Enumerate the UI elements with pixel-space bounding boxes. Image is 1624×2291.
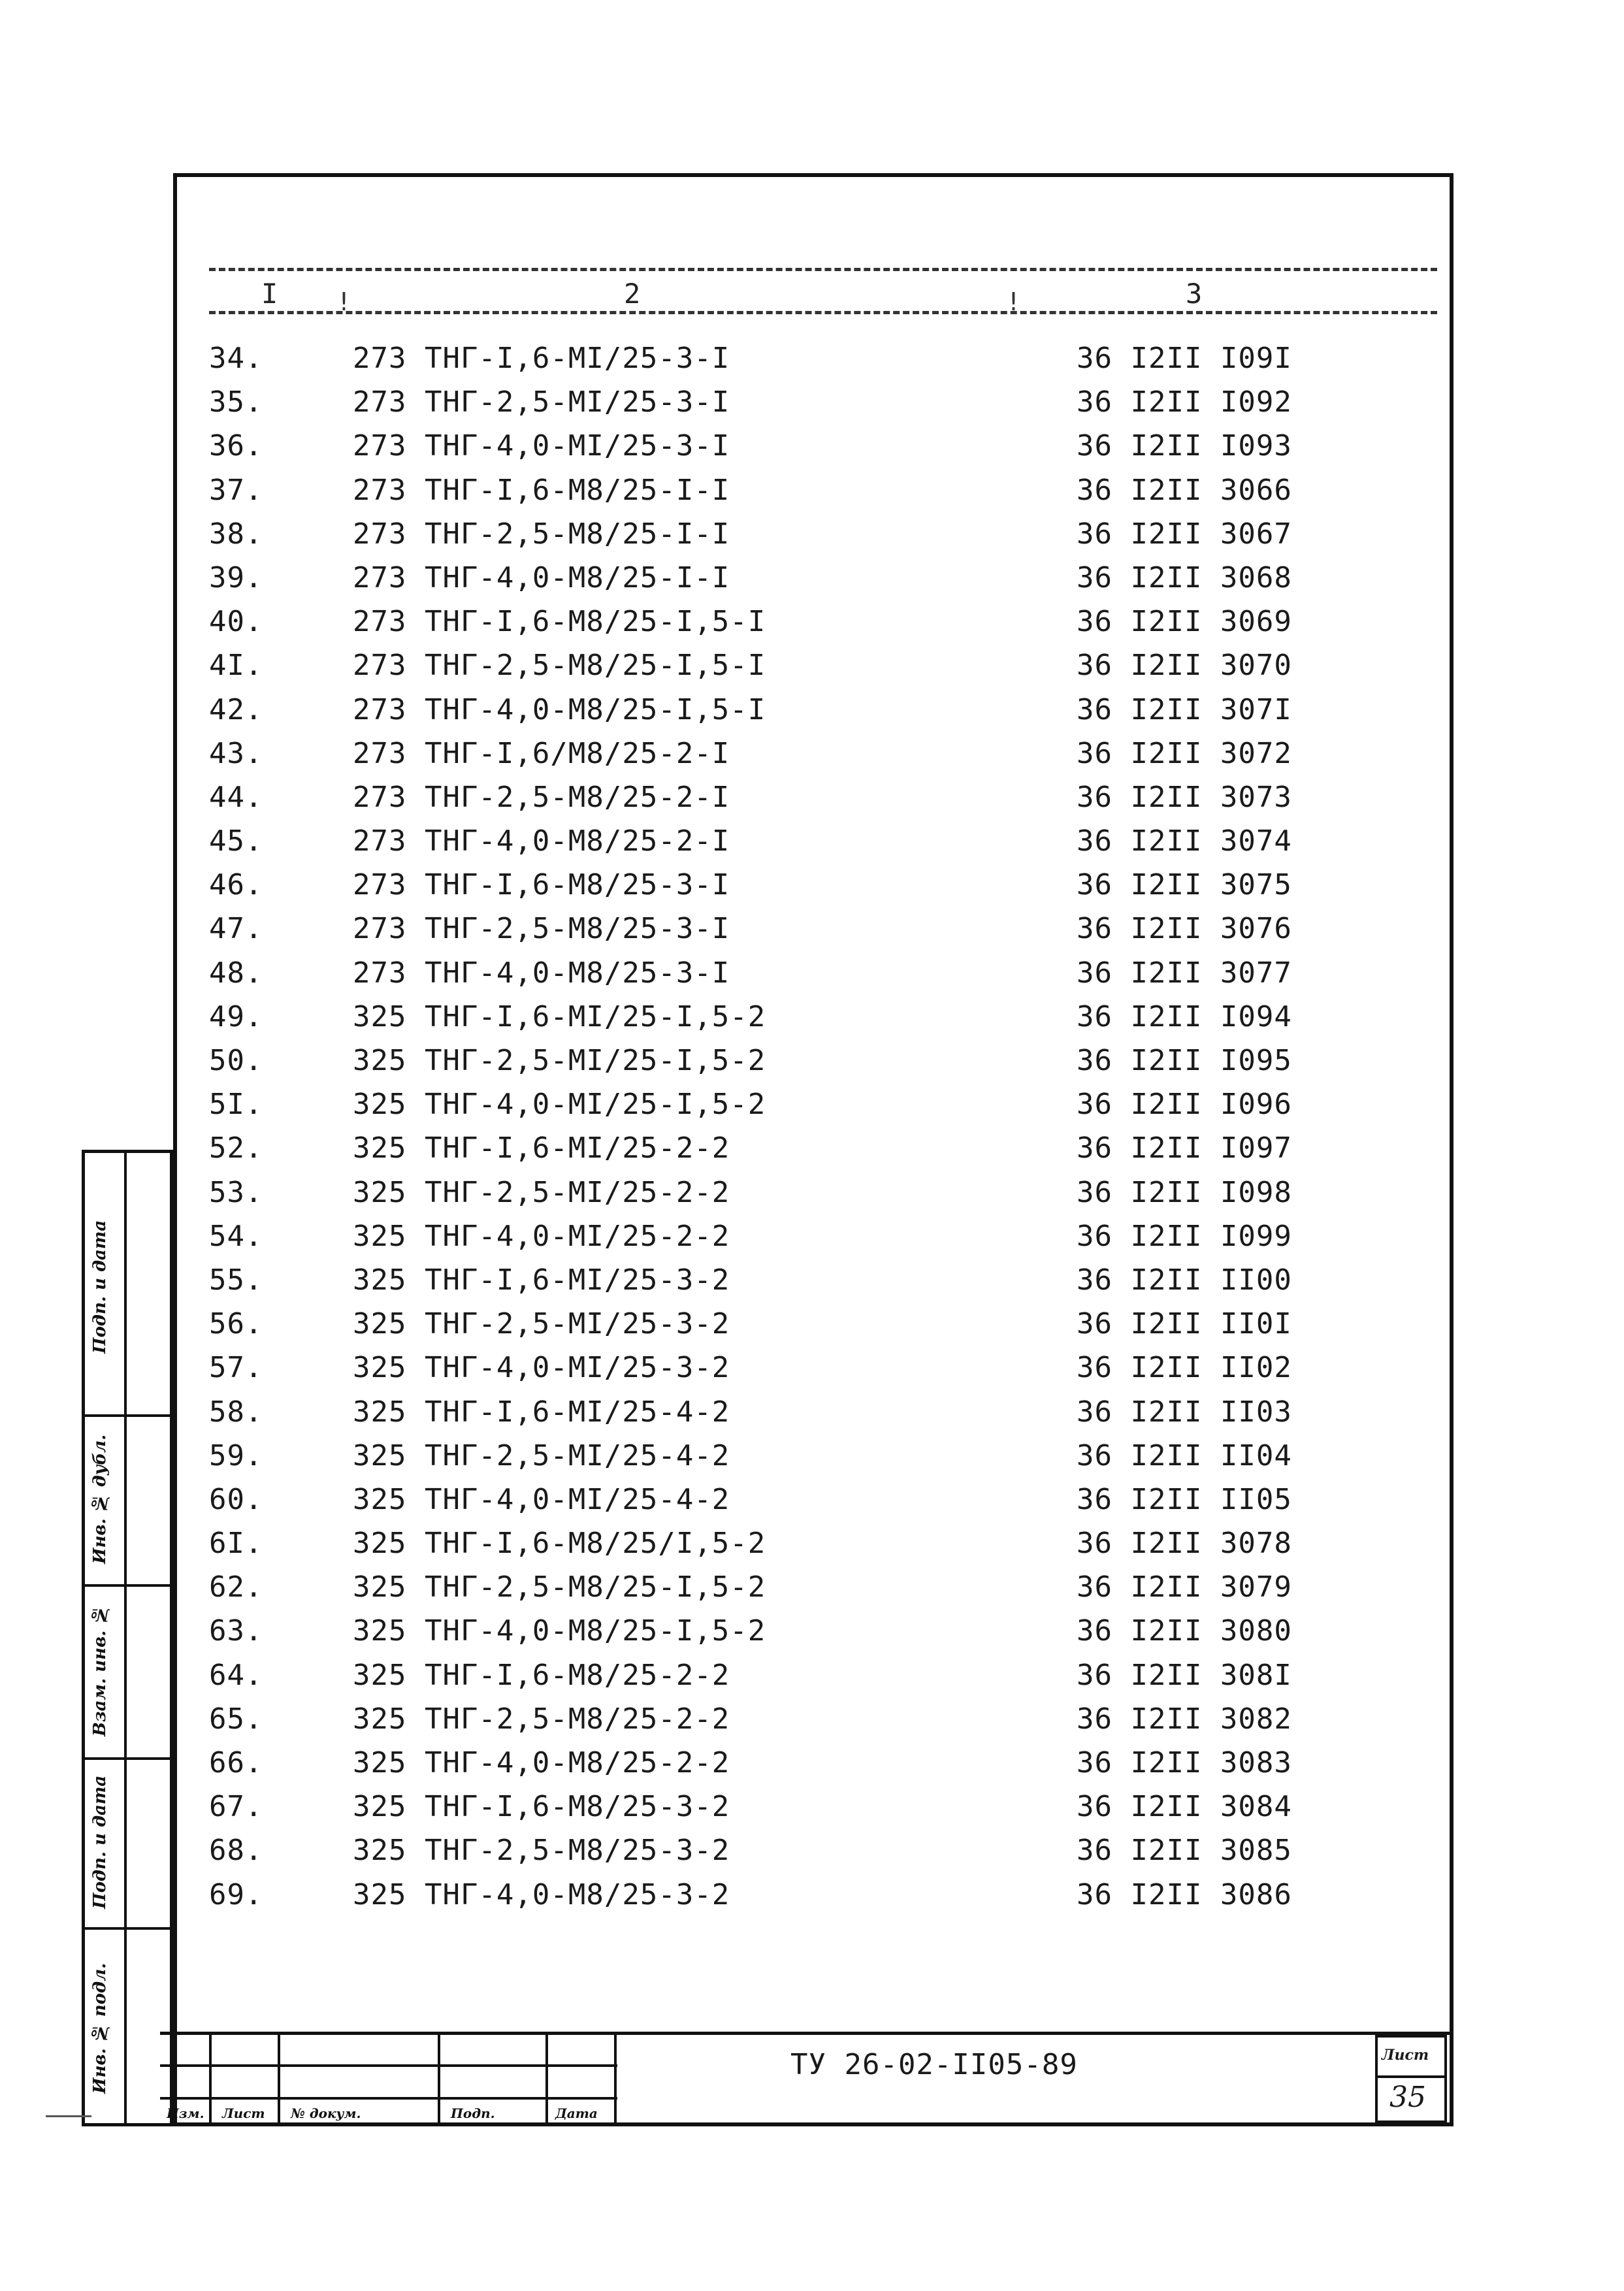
side-label-replace-inv: Взам. инв. №: [90, 1604, 110, 1737]
row-number: 69.: [209, 1877, 263, 1911]
table-row: [209, 1390, 1437, 1434]
row-code: 36 I2II I092: [1077, 385, 1292, 419]
row-number: 54.: [209, 1219, 263, 1253]
sheet-number: 35: [1389, 2081, 1426, 2114]
row-number: 40.: [209, 605, 263, 639]
table-row: [209, 1214, 1437, 1258]
side-label-sign-date-2: Подп. и дата: [90, 1775, 110, 1909]
row-designation: 325 ТНГ-I,6-МI/25-4-2: [353, 1395, 730, 1429]
row-number: 50.: [209, 1044, 263, 1077]
table-row: [209, 1565, 1437, 1609]
row-designation: 273 ТНГ-2,5-МI/25-3-I: [353, 385, 730, 419]
row-number: 47.: [209, 912, 263, 946]
table-row: [209, 775, 1437, 819]
row-code: 36 I2II 3067: [1077, 517, 1292, 551]
column-header-3: 3: [1186, 278, 1203, 310]
row-number: 64.: [209, 1658, 263, 1692]
title-block-divider: [209, 2035, 212, 2126]
row-code: 36 I2II II00: [1077, 1263, 1292, 1297]
document-number: ТУ 26-02-II05-89: [790, 2048, 1078, 2081]
sheet-number-box: [1375, 2035, 1447, 2123]
table-row: [209, 1346, 1437, 1389]
title-block-divider: [614, 2035, 617, 2126]
row-code: 36 I2II 3076: [1077, 912, 1292, 946]
table-row: [209, 600, 1437, 643]
table-row: [209, 1478, 1437, 1521]
row-number: 36.: [209, 429, 263, 463]
row-number: 65.: [209, 1702, 263, 1736]
table-row: [209, 1697, 1437, 1741]
row-number: 45.: [209, 824, 263, 858]
title-block-divider: [438, 2035, 440, 2126]
caption-signature: Подп.: [451, 2105, 495, 2121]
row-code: 36 I2II 3073: [1077, 780, 1292, 814]
row-designation: 325 ТНГ-I,6-М8/25/I,5-2: [353, 1527, 766, 1561]
row-number: 37.: [209, 473, 263, 507]
row-number: 58.: [209, 1395, 263, 1429]
row-number: 68.: [209, 1834, 263, 1868]
table-row: [209, 556, 1437, 600]
edge-mark: [46, 2115, 91, 2117]
row-designation: 325 ТНГ-I,6-МI/25-2-2: [353, 1131, 730, 1165]
row-code: 36 I2II 3085: [1077, 1834, 1292, 1868]
table-row: [209, 1521, 1437, 1565]
row-code: 36 I2II 3080: [1077, 1614, 1292, 1648]
row-code: 36 I2II I099: [1077, 1219, 1292, 1253]
row-designation: 325 ТНГ-I,6-М8/25-3-2: [353, 1790, 730, 1824]
table-row: [209, 380, 1437, 424]
table-row: [209, 1302, 1437, 1346]
table-row: [209, 1126, 1437, 1170]
row-code: 36 I2II I096: [1077, 1088, 1292, 1122]
row-designation: 325 ТНГ-4,0-М8/25-I,5-2: [353, 1614, 766, 1648]
row-number: 6I.: [209, 1527, 263, 1561]
row-code: 36 I2II I097: [1077, 1131, 1292, 1165]
table-row: [209, 643, 1437, 687]
column-header-2: 2: [624, 278, 641, 310]
row-designation: 325 ТНГ-2,5-М8/25-I,5-2: [353, 1570, 766, 1604]
column-header-1: I: [261, 278, 278, 310]
row-number: 62.: [209, 1570, 263, 1604]
row-designation: 325 ТНГ-4,0-МI/25-2-2: [353, 1219, 730, 1253]
caption-doc-no: № докум.: [291, 2105, 361, 2121]
row-number: 53.: [209, 1175, 263, 1209]
row-number: 34.: [209, 342, 263, 375]
row-number: 49.: [209, 999, 263, 1033]
row-designation: 273 ТНГ-4,0-М8/25-I-I: [353, 561, 730, 594]
row-number: 66.: [209, 1746, 263, 1779]
row-code: 36 I2II 3083: [1077, 1746, 1292, 1779]
row-number: 48.: [209, 956, 263, 990]
side-stamp-strip: [82, 1150, 173, 2126]
row-designation: 325 ТНГ-4,0-М8/25-3-2: [353, 1877, 730, 1911]
table-row: [209, 512, 1437, 556]
row-code: 36 I2II I094: [1077, 999, 1292, 1033]
strip-row-divider: [85, 1927, 170, 1930]
row-code: 36 I2II 307I: [1077, 692, 1292, 726]
row-code: 36 I2II 3068: [1077, 561, 1292, 594]
row-number: 39.: [209, 561, 263, 594]
table-row: [209, 468, 1437, 512]
table-row: [209, 1653, 1437, 1697]
side-label-orig-inv: Инв. № подл.: [90, 1962, 110, 2094]
row-number: 38.: [209, 517, 263, 551]
row-designation: 273 ТНГ-4,0-М8/25-2-I: [353, 824, 730, 858]
row-number: 55.: [209, 1263, 263, 1297]
table-row: [209, 1873, 1437, 1917]
row-designation: 325 ТНГ-4,0-МI/25-3-2: [353, 1351, 730, 1385]
row-number: 52.: [209, 1131, 263, 1165]
table-row: [209, 1828, 1437, 1872]
row-code: 36 I2II I093: [1077, 429, 1292, 463]
sheet-box-divider: [1378, 2075, 1444, 2078]
row-designation: 273 ТНГ-I,6-МI/25-3-I: [353, 342, 730, 375]
row-number: 67.: [209, 1790, 263, 1824]
row-code: 36 I2II 3082: [1077, 1702, 1292, 1736]
row-designation: 325 ТНГ-2,5-М8/25-3-2: [353, 1834, 730, 1868]
row-number: 46.: [209, 868, 263, 902]
row-designation: 325 ТНГ-2,5-М8/25-2-2: [353, 1702, 730, 1736]
row-code: 36 I2II 3078: [1077, 1527, 1292, 1561]
row-designation: 325 ТНГ-I,6-МI/25-I,5-2: [353, 999, 766, 1033]
row-code: 36 I2II 3070: [1077, 649, 1292, 683]
row-code: 36 I2II 3066: [1077, 473, 1292, 507]
row-code: 36 I2II 3084: [1077, 1790, 1292, 1824]
row-designation: 325 ТНГ-4,0-МI/25-4-2: [353, 1482, 730, 1516]
row-code: 36 I2II I098: [1077, 1175, 1292, 1209]
sheet-label: Лист: [1382, 2047, 1429, 2064]
title-block-divider: [278, 2035, 280, 2126]
table-row: [209, 863, 1437, 907]
table-row: [209, 1039, 1437, 1082]
column-separator-mark: !: [1006, 287, 1021, 316]
row-designation: 325 ТНГ-I,6-М8/25-2-2: [353, 1658, 730, 1692]
header-dashed-line-bottom: [209, 311, 1437, 314]
row-designation: 273 ТНГ-I,6-М8/25-I,5-I: [353, 605, 766, 639]
strip-row-divider: [85, 1584, 170, 1587]
item-list: [209, 336, 1437, 1917]
header-dashed-line-top: [209, 268, 1437, 271]
row-designation: 273 ТНГ-I,6-М8/25-I-I: [353, 473, 730, 507]
row-number: 42.: [209, 692, 263, 726]
row-code: 36 I2II 3075: [1077, 868, 1292, 902]
table-row: [209, 1785, 1437, 1828]
row-code: 36 I2II I09I: [1077, 342, 1292, 375]
row-number: 43.: [209, 736, 263, 770]
row-code: 36 I2II II04: [1077, 1438, 1292, 1472]
table-row: [209, 951, 1437, 995]
row-designation: 273 ТНГ-2,5-М8/25-2-I: [353, 780, 730, 814]
table-row: [209, 336, 1437, 380]
row-number: 56.: [209, 1307, 263, 1341]
caption-sheet: Лист: [222, 2105, 265, 2121]
row-number: 35.: [209, 385, 263, 419]
table-row: [209, 732, 1437, 775]
row-code: 36 I2II 3074: [1077, 824, 1292, 858]
row-designation: 273 ТНГ-4,0-МI/25-3-I: [353, 429, 730, 463]
row-number: 59.: [209, 1438, 263, 1472]
table-row: [209, 819, 1437, 863]
caption-change: Изм.: [167, 2105, 204, 2121]
table-row: [209, 995, 1437, 1039]
title-block-rule: [160, 2097, 617, 2100]
strip-row-divider: [85, 1757, 170, 1760]
row-designation: 325 ТНГ-2,5-МI/25-2-2: [353, 1175, 730, 1209]
row-designation: 273 ТНГ-2,5-М8/25-3-I: [353, 912, 730, 946]
row-designation: 273 ТНГ-2,5-М8/25-I-I: [353, 517, 730, 551]
row-code: 36 I2II 3069: [1077, 605, 1292, 639]
row-code: 36 I2II I095: [1077, 1044, 1292, 1077]
table-row: [209, 424, 1437, 468]
row-code: 36 I2II II03: [1077, 1395, 1292, 1429]
table-row: [209, 688, 1437, 732]
row-designation: 325 ТНГ-4,0-МI/25-I,5-2: [353, 1088, 766, 1122]
strip-row-divider: [85, 1414, 170, 1417]
row-number: 5I.: [209, 1088, 263, 1122]
table-row: [209, 1258, 1437, 1302]
strip-divider: [124, 1153, 127, 2123]
row-code: 36 I2II 3079: [1077, 1570, 1292, 1604]
row-designation: 273 ТНГ-I,6-М8/25-3-I: [353, 868, 730, 902]
table-row: [209, 1434, 1437, 1478]
row-number: 44.: [209, 780, 263, 814]
column-separator-mark: !: [336, 287, 351, 316]
title-block-divider: [545, 2035, 548, 2126]
row-code: 36 I2II 3086: [1077, 1877, 1292, 1911]
row-designation: 325 ТНГ-I,6-МI/25-3-2: [353, 1263, 730, 1297]
table-row: [209, 1741, 1437, 1785]
table-row: [209, 1609, 1437, 1653]
side-label-dup-inv: Инв. № дубл.: [90, 1434, 110, 1565]
title-block-rule: [160, 2064, 617, 2067]
side-label-sign-date-1: Подп. и дата: [90, 1220, 110, 1354]
table-row: [209, 1082, 1437, 1126]
row-designation: 325 ТНГ-4,0-М8/25-2-2: [353, 1746, 730, 1779]
row-number: 60.: [209, 1482, 263, 1516]
row-number: 57.: [209, 1351, 263, 1385]
row-code: 36 I2II 3072: [1077, 736, 1292, 770]
row-designation: 273 ТНГ-4,0-М8/25-I,5-I: [353, 692, 766, 726]
row-code: 36 I2II II0I: [1077, 1307, 1292, 1341]
row-number: 4I.: [209, 649, 263, 683]
row-code: 36 I2II II02: [1077, 1351, 1292, 1385]
table-row: [209, 1171, 1437, 1214]
row-code: 36 I2II II05: [1077, 1482, 1292, 1516]
row-code: 36 I2II 308I: [1077, 1658, 1292, 1692]
caption-date: Дата: [555, 2105, 598, 2121]
row-designation: 325 ТНГ-2,5-МI/25-I,5-2: [353, 1044, 766, 1077]
row-designation: 325 ТНГ-2,5-МI/25-3-2: [353, 1307, 730, 1341]
table-row: [209, 907, 1437, 951]
row-designation: 273 ТНГ-I,6/М8/25-2-I: [353, 736, 730, 770]
row-code: 36 I2II 3077: [1077, 956, 1292, 990]
row-designation: 325 ТНГ-2,5-МI/25-4-2: [353, 1438, 730, 1472]
row-number: 63.: [209, 1614, 263, 1648]
row-designation: 273 ТНГ-4,0-М8/25-3-I: [353, 956, 730, 990]
row-designation: 273 ТНГ-2,5-М8/25-I,5-I: [353, 649, 766, 683]
